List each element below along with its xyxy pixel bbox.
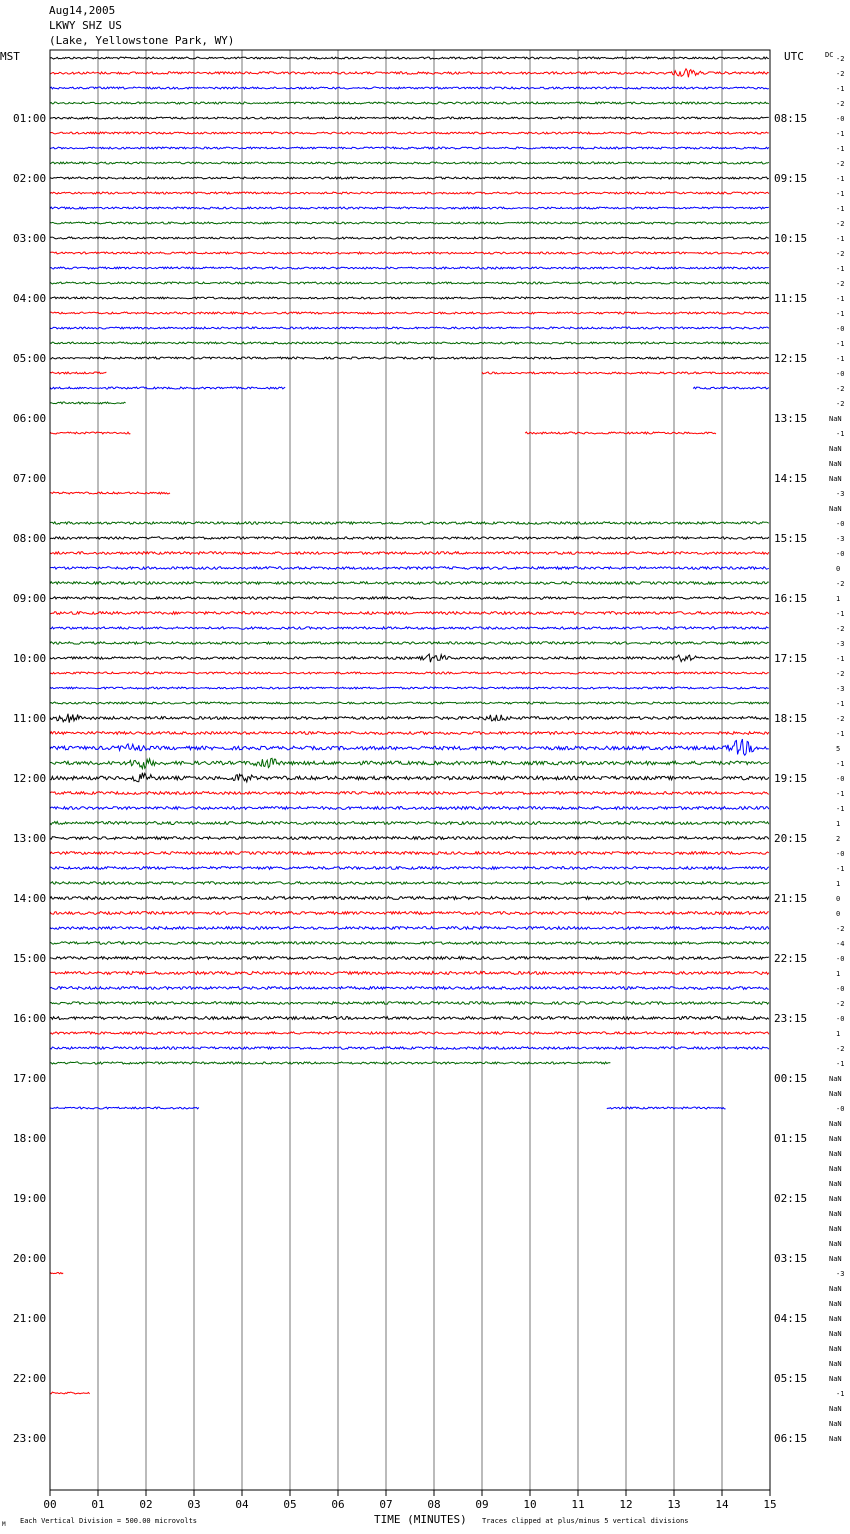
seismic-trace xyxy=(50,597,769,599)
x-tick-label: 00 xyxy=(43,1498,57,1511)
dc-offset-label: -1 xyxy=(836,730,845,738)
dc-offset-label: -1 xyxy=(836,265,845,273)
seismic-trace xyxy=(50,822,769,825)
dc-label: DC xyxy=(825,51,834,59)
dc-offset-label: NaN xyxy=(829,1375,842,1383)
seismic-trace xyxy=(50,1107,199,1109)
x-tick-label: 14 xyxy=(715,1498,729,1511)
dc-offset-label: NaN xyxy=(829,475,842,483)
seismic-trace xyxy=(50,837,769,840)
hour-label-mst: 15:00 xyxy=(13,952,47,965)
seismic-trace xyxy=(50,102,769,104)
seismic-trace xyxy=(50,297,769,299)
seismic-trace xyxy=(50,1032,769,1034)
seismic-trace xyxy=(50,222,769,224)
trace-group xyxy=(50,57,769,1394)
seismic-trace xyxy=(50,687,769,689)
dc-offset-label: NaN xyxy=(829,1300,842,1308)
dc-offset-label: NaN xyxy=(829,1150,842,1158)
dc-offset-label: 1 xyxy=(836,1030,841,1038)
seismic-trace xyxy=(50,654,769,662)
seismic-trace xyxy=(50,912,769,915)
seismic-trace xyxy=(50,882,769,885)
dc-offset-label: -1 xyxy=(836,190,845,198)
header-station: LKWY SHZ US xyxy=(49,19,122,32)
hour-label-utc: 17:15 xyxy=(774,652,808,665)
hour-label-utc: 18:15 xyxy=(774,712,808,725)
dc-offset-label: NaN xyxy=(829,1075,842,1083)
hour-label-utc: 14:15 xyxy=(774,472,808,485)
left-axis-label: MST xyxy=(0,50,20,63)
x-tick-label: 07 xyxy=(379,1498,393,1511)
hour-label-utc: 01:15 xyxy=(774,1132,808,1145)
seismic-trace xyxy=(50,162,769,164)
seismic-trace xyxy=(50,492,170,494)
seismic-trace xyxy=(50,1002,769,1005)
dc-offset-label: -0 xyxy=(836,1105,845,1113)
x-tick-label: 15 xyxy=(763,1498,777,1511)
seismic-trace xyxy=(50,312,769,314)
dc-offset-label: 1 xyxy=(836,595,841,603)
x-tick-label: 10 xyxy=(523,1498,537,1511)
dc-offset-label: -2 xyxy=(836,385,845,393)
hour-label-utc: 08:15 xyxy=(774,112,808,125)
seismic-trace xyxy=(50,612,769,615)
x-tick-label: 04 xyxy=(235,1498,249,1511)
dc-offset-label: 0 xyxy=(836,565,841,573)
hour-label-utc: 06:15 xyxy=(774,1432,808,1445)
dc-offset-label: -2 xyxy=(836,670,845,678)
hour-label-utc: 22:15 xyxy=(774,952,808,965)
x-tick-label: 11 xyxy=(571,1498,585,1511)
seismic-trace xyxy=(50,627,769,629)
dc-offset-label: -1 xyxy=(836,85,845,93)
hour-label-utc: 13:15 xyxy=(774,412,808,425)
hour-label-utc: 02:15 xyxy=(774,1192,808,1205)
seismic-trace xyxy=(50,1047,769,1049)
dc-offset-label: NaN xyxy=(829,1330,842,1338)
seismic-trace xyxy=(50,57,769,59)
seismic-trace xyxy=(50,537,769,539)
seismic-trace xyxy=(50,432,130,434)
plot-frame xyxy=(50,50,770,1490)
seismic-trace xyxy=(50,69,769,78)
dc-offset-label: NaN xyxy=(829,1420,842,1428)
dc-offset-label: -1 xyxy=(836,430,845,438)
seismic-trace xyxy=(50,147,769,149)
dc-offset-label: 2 xyxy=(836,835,841,843)
seismic-trace xyxy=(50,1017,769,1020)
hour-label-mst: 11:00 xyxy=(13,712,47,725)
seismic-trace xyxy=(50,402,126,404)
seismic-trace xyxy=(50,957,769,960)
dc-offset-label: -1 xyxy=(836,760,845,768)
dc-offset-label: NaN xyxy=(829,1345,842,1353)
x-tick-label: 12 xyxy=(619,1498,633,1511)
dc-offset-label: -1 xyxy=(836,355,845,363)
dc-offset-label: -0 xyxy=(836,985,845,993)
dc-offset-label: NaN xyxy=(829,1285,842,1293)
dc-offset-label: -1 xyxy=(836,205,845,213)
seismic-trace xyxy=(50,739,769,755)
seismic-trace xyxy=(50,927,769,930)
dc-offset-label: -3 xyxy=(836,535,845,543)
hour-label-mst: 05:00 xyxy=(13,352,47,365)
seismic-trace xyxy=(50,773,769,782)
dc-offset-label: -1 xyxy=(836,310,845,318)
header-date: Aug14,2005 xyxy=(49,4,116,17)
dc-offset-label: -0 xyxy=(836,520,845,528)
hour-label-mst: 12:00 xyxy=(13,772,47,785)
dc-offset-label: 0 xyxy=(836,910,841,918)
dc-offset-label: -2 xyxy=(836,625,845,633)
dc-offset-label: -2 xyxy=(836,100,845,108)
scale-note: Each Vertical Division = 500.00 microvolts xyxy=(20,1517,198,1525)
dc-offset-label: NaN xyxy=(829,1405,842,1413)
hour-label-mst: 21:00 xyxy=(13,1312,47,1325)
x-tick-label: 05 xyxy=(283,1498,297,1511)
seismic-trace xyxy=(50,327,769,329)
dc-offset-label: NaN xyxy=(829,1165,842,1173)
dc-offset-label: 1 xyxy=(836,970,841,978)
hour-label-mst: 16:00 xyxy=(13,1012,47,1025)
seismic-trace xyxy=(50,972,769,975)
dc-offset-label: NaN xyxy=(829,1315,842,1323)
x-tick-label: 08 xyxy=(427,1498,441,1511)
seismic-trace xyxy=(482,372,769,374)
dc-offset-label: -1 xyxy=(836,130,845,138)
seismic-trace xyxy=(50,807,769,810)
hour-label-utc: 12:15 xyxy=(774,352,808,365)
seismic-trace xyxy=(50,177,769,179)
dc-offset-label: NaN xyxy=(829,1360,842,1368)
seismic-trace xyxy=(50,642,769,644)
dc-offset-label: -2 xyxy=(836,160,845,168)
dc-offset-label: 1 xyxy=(836,880,841,888)
clip-note: Traces clipped at plus/minus 5 vertical divisions xyxy=(482,1517,689,1525)
dc-offset-label: -1 xyxy=(836,610,845,618)
dc-offset-label: -1 xyxy=(836,175,845,183)
dc-offset-label: NaN xyxy=(829,1135,842,1143)
hour-label-mst: 02:00 xyxy=(13,172,47,185)
seismic-trace xyxy=(50,522,769,524)
x-tick-label: 01 xyxy=(91,1498,105,1511)
seismic-trace xyxy=(693,387,769,389)
seismic-trace xyxy=(50,132,769,134)
hour-label-utc: 11:15 xyxy=(774,292,808,305)
hour-label-mst: 10:00 xyxy=(13,652,47,665)
dc-offset-label: -0 xyxy=(836,550,845,558)
x-axis-title: TIME (MINUTES) xyxy=(374,1513,467,1526)
dc-offset-label: -0 xyxy=(836,115,845,123)
hour-label-mst: 04:00 xyxy=(13,292,47,305)
hour-label-utc: 23:15 xyxy=(774,1012,808,1025)
seismic-trace xyxy=(50,282,769,284)
dc-offset-label: NaN xyxy=(829,445,842,453)
dc-offset-label: -2 xyxy=(836,715,845,723)
dc-offset-label: -0 xyxy=(836,370,845,378)
dc-offset-label: NaN xyxy=(829,415,842,423)
dc-offset-label: NaN xyxy=(829,505,842,513)
hour-label-utc: 15:15 xyxy=(774,532,808,545)
seismic-trace xyxy=(50,387,285,389)
seismic-trace xyxy=(50,672,769,674)
dc-offset-label: -2 xyxy=(836,580,845,588)
dc-offset-label: -2 xyxy=(836,70,845,78)
hour-label-utc: 10:15 xyxy=(774,232,808,245)
corner-mark: M xyxy=(2,1521,6,1528)
dc-offset-label: -1 xyxy=(836,145,845,153)
dc-offset-label: NaN xyxy=(829,1180,842,1188)
x-tick-label: 09 xyxy=(475,1498,489,1511)
hour-label-mst: 13:00 xyxy=(13,832,47,845)
seismic-trace xyxy=(50,867,769,870)
seismic-trace xyxy=(50,552,769,555)
dc-offset-label: -1 xyxy=(836,295,845,303)
seismic-trace xyxy=(50,732,769,735)
dc-offset-label: -2 xyxy=(836,220,845,228)
seismic-trace xyxy=(50,582,769,585)
dc-offset-label: -1 xyxy=(836,865,845,873)
dc-offset-label: -2 xyxy=(836,400,845,408)
right-axis-label: UTC xyxy=(784,50,804,63)
seismic-trace xyxy=(50,87,769,89)
dc-offset-label: -3 xyxy=(836,1270,845,1278)
seismic-trace xyxy=(50,207,769,209)
hour-label-utc: 09:15 xyxy=(774,172,808,185)
hour-label-mst: 07:00 xyxy=(13,472,47,485)
seismic-trace xyxy=(50,117,769,119)
seismic-trace xyxy=(525,432,716,434)
dc-offset-label: -2 xyxy=(836,1000,845,1008)
hour-label-mst: 09:00 xyxy=(13,592,47,605)
seismic-trace xyxy=(50,237,769,239)
hour-label-mst: 19:00 xyxy=(13,1192,47,1205)
dc-offset-label: -2 xyxy=(836,925,845,933)
seismic-trace xyxy=(50,897,769,900)
seismic-trace xyxy=(50,987,769,990)
dc-offset-label: NaN xyxy=(829,1195,842,1203)
seismic-trace xyxy=(50,192,769,194)
seismic-trace xyxy=(50,758,769,768)
x-tick-label: 03 xyxy=(187,1498,201,1511)
hour-label-utc: 19:15 xyxy=(774,772,808,785)
dc-offset-label: NaN xyxy=(829,1255,842,1263)
dc-offset-label: -0 xyxy=(836,850,845,858)
seismic-trace xyxy=(50,342,769,344)
seismic-trace xyxy=(50,567,769,570)
hour-label-mst: 08:00 xyxy=(13,532,47,545)
dc-offset-label: -1 xyxy=(836,235,845,243)
header-location: (Lake, Yellowstone Park, WY) xyxy=(49,34,235,47)
seismic-trace xyxy=(50,942,769,945)
dc-offset-label: -0 xyxy=(836,775,845,783)
dc-offset-label: 1 xyxy=(836,820,841,828)
hour-label-utc: 03:15 xyxy=(774,1252,808,1265)
hour-label-mst: 20:00 xyxy=(13,1252,47,1265)
x-tick-label: 13 xyxy=(667,1498,681,1511)
dc-offset-label: -2 xyxy=(836,55,845,63)
seismic-trace xyxy=(607,1107,726,1109)
seismic-trace xyxy=(50,1392,90,1394)
hour-label-mst: 17:00 xyxy=(13,1072,47,1085)
dc-offset-label: NaN xyxy=(829,1435,842,1443)
dc-offset-label: 0 xyxy=(836,895,841,903)
seismic-trace xyxy=(50,702,769,704)
hour-label-mst: 06:00 xyxy=(13,412,47,425)
dc-offset-label: -2 xyxy=(836,250,845,258)
hour-label-mst: 03:00 xyxy=(13,232,47,245)
hour-label-mst: 18:00 xyxy=(13,1132,47,1145)
hour-label-mst: 14:00 xyxy=(13,892,47,905)
hour-label-mst: 01:00 xyxy=(13,112,47,125)
seismic-trace xyxy=(50,792,769,795)
hour-label-utc: 21:15 xyxy=(774,892,808,905)
dc-offset-label: -1 xyxy=(836,340,845,348)
dc-offset-label: -1 xyxy=(836,805,845,813)
hour-label-mst: 23:00 xyxy=(13,1432,47,1445)
hour-label-utc: 05:15 xyxy=(774,1372,808,1385)
dc-offset-label: -3 xyxy=(836,490,845,498)
dc-offset-label: NaN xyxy=(829,1090,842,1098)
label-group xyxy=(13,55,844,1511)
dc-offset-label: NaN xyxy=(829,460,842,468)
seismic-trace xyxy=(50,267,769,269)
seismic-trace xyxy=(50,852,769,855)
dc-offset-label: -1 xyxy=(836,1060,845,1068)
dc-offset-label: -4 xyxy=(836,940,845,948)
hour-label-utc: 20:15 xyxy=(774,832,808,845)
seismic-trace xyxy=(50,357,769,359)
dc-offset-label: -0 xyxy=(836,325,845,333)
hour-label-utc: 04:15 xyxy=(774,1312,808,1325)
dc-offset-label: NaN xyxy=(829,1240,842,1248)
dc-offset-label: -2 xyxy=(836,1045,845,1053)
seismic-trace xyxy=(50,714,769,723)
dc-offset-label: NaN xyxy=(829,1210,842,1218)
seismic-trace xyxy=(50,1062,610,1064)
hour-label-utc: 00:15 xyxy=(774,1072,808,1085)
dc-offset-label: -0 xyxy=(836,1015,845,1023)
dc-offset-label: 5 xyxy=(836,745,841,753)
dc-offset-label: -1 xyxy=(836,700,845,708)
dc-offset-label: -1 xyxy=(836,1390,845,1398)
dc-offset-label: -3 xyxy=(836,640,845,648)
x-tick-label: 06 xyxy=(331,1498,345,1511)
hour-label-utc: 16:15 xyxy=(774,592,808,605)
dc-offset-label: NaN xyxy=(829,1120,842,1128)
grid-lines xyxy=(98,50,722,1490)
x-tick-label: 02 xyxy=(139,1498,153,1511)
dc-offset-label: -1 xyxy=(836,790,845,798)
seismic-trace xyxy=(50,252,769,254)
dc-offset-label: -2 xyxy=(836,280,845,288)
seismic-trace xyxy=(50,1272,63,1274)
dc-offset-label: NaN xyxy=(829,1225,842,1233)
dc-offset-label: -0 xyxy=(836,955,845,963)
dc-offset-label: -3 xyxy=(836,685,845,693)
dc-offset-label: -1 xyxy=(836,655,845,663)
hour-label-mst: 22:00 xyxy=(13,1372,47,1385)
